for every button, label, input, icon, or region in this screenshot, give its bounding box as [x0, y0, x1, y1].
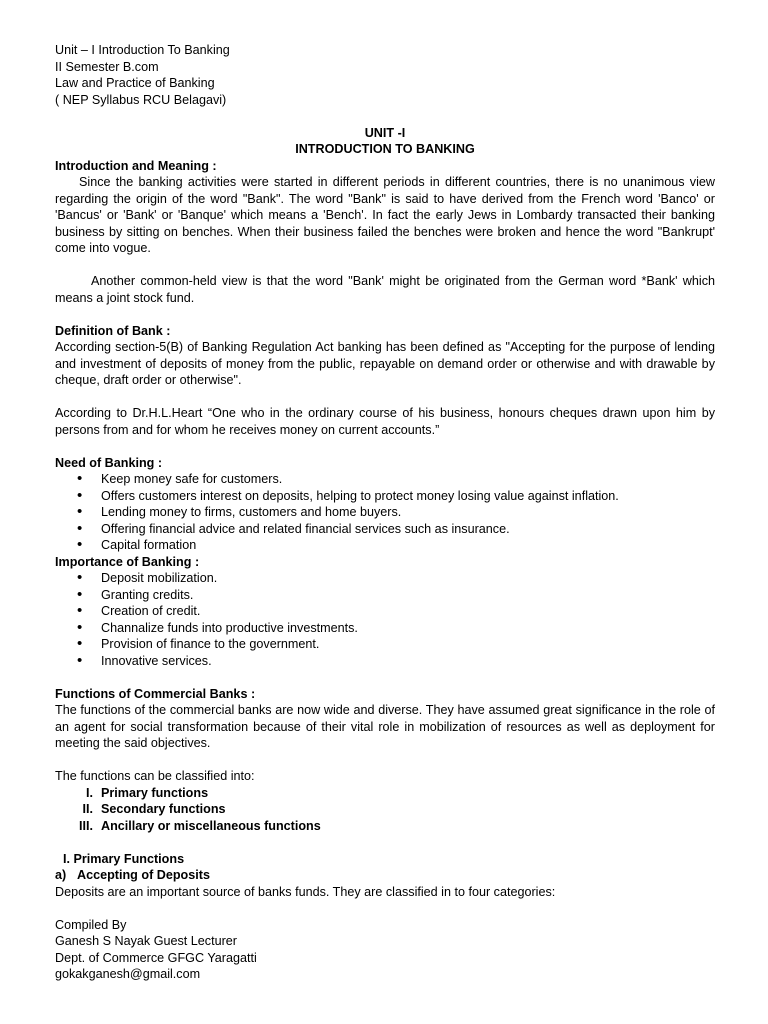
functions-classified-intro: The functions can be classified into: [55, 769, 255, 783]
primary-subheading [55, 867, 715, 884]
intro-heading: Introduction and Meaning : [55, 158, 217, 173]
list-item [55, 785, 715, 802]
list-item: • Channalize funds into productive investments. [55, 620, 715, 637]
footer-line-author: Ganesh S Nayak Guest Lecturer [55, 934, 238, 948]
unit-title: UNIT -I [364, 125, 406, 140]
definition-paragraph-2: According to Dr.H.L.Heart “One who in the ordinary course of his business, honours cheques drawn upon him by persons from and for whom he receives money on current accounts.” [55, 406, 715, 437]
primary-paragraph: Deposits are an important source of banks funds. They are classified in to four categories: [55, 884, 556, 899]
list-item: • Offering financial advice and related financial services such as insurance. [55, 521, 715, 538]
importance-list [55, 570, 715, 669]
intro-paragraph-1: Since the banking activities were started in different periods in different countries, there is no unanimous view regarding the origin of the word "Bank". The word "Bank" is said to have derived from the French word 'Banco' or 'Bancus' or 'Bank' or 'Banque' which means a 'Bench'. In fact the early Jews in Lombardy transacted their banking business by sitting on benches. When their business failed the benches were broken and hence the word "Bankrupt' come into vogue. [55, 175, 715, 255]
importance-heading: Importance of Banking : [55, 554, 200, 569]
header-line-subject: Law and Practice of Banking [55, 76, 215, 90]
header-block [55, 42, 715, 108]
spacer [55, 438, 715, 455]
spacer [55, 834, 715, 851]
spacer [55, 389, 715, 406]
functions-class-list [55, 785, 715, 835]
page-title: INTRODUCTION TO BANKING [295, 142, 475, 156]
list-item: • Lending money to firms, customers and home buyers. [55, 504, 715, 521]
primary-heading: I. Primary Functions [63, 851, 185, 866]
spacer [55, 752, 715, 769]
spacer [55, 900, 715, 917]
document-content [55, 42, 715, 983]
footer-block [55, 917, 715, 983]
roman-numeral: II. [82, 802, 93, 816]
roman-numeral: III. [79, 818, 93, 833]
class-label: Primary functions [101, 785, 209, 800]
roman-numeral: I. [86, 785, 93, 800]
footer-line-email: gokakganesh@gmail.com [55, 967, 201, 981]
list-item: • Innovative services. [55, 653, 715, 670]
definition-paragraph-1: According section-5(B) of Banking Regulation Act banking has been defined as "Accepting for the purpose of lending and investment of deposits of money from the public, repayable on demand order or otherwise and with drawable by cheque, draft order or otherwise". [55, 340, 715, 387]
spacer [55, 108, 715, 125]
list-item: • Deposit mobilization. [55, 570, 715, 587]
list-item: • Granting credits. [55, 587, 715, 604]
intro-paragraph-2: Another common-held view is that the word "Bank' might be originated from the German word *Bank' which means a joint stock fund. [55, 274, 715, 305]
definition-heading: Definition of Bank : [55, 323, 171, 338]
class-label: Secondary functions [101, 802, 226, 816]
spacer [55, 306, 715, 323]
list-item: • Keep money safe for customers. [55, 471, 715, 488]
functions-heading: Functions of Commercial Banks : [55, 686, 256, 701]
header-line-syllabus: ( NEP Syllabus RCU Belagavi) [55, 92, 227, 107]
need-list [55, 471, 715, 554]
spacer [55, 257, 715, 274]
sub-letter: a) [55, 868, 67, 882]
footer-line-compiled: Compiled By [55, 917, 127, 932]
spacer [55, 669, 715, 686]
list-item: • Creation of credit. [55, 603, 715, 620]
class-label: Ancillary or miscellaneous functions [101, 818, 321, 833]
list-item [55, 801, 715, 818]
footer-line-dept: Dept. of Commerce GFGC Yaragatti [55, 950, 257, 965]
header-line-unit: Unit – I Introduction To Banking [55, 43, 230, 57]
list-item: • Offers customers interest on deposits, helping to protect money losing value against inflation. [55, 488, 715, 505]
need-heading: Need of Banking : [55, 455, 163, 470]
sub-label: Accepting of Deposits [77, 868, 210, 882]
list-item: • Provision of finance to the government. [55, 636, 715, 653]
list-item: • Capital formation [55, 537, 715, 554]
header-line-semester: II Semester B.com [55, 59, 159, 74]
functions-paragraph: The functions of the commercial banks are now wide and diverse. They have assumed great significance in the role of an agent for social transformation because of their vital role in mobilization of resources as well as deployment for meeting the said objectives. [55, 703, 715, 750]
list-item [55, 818, 715, 835]
